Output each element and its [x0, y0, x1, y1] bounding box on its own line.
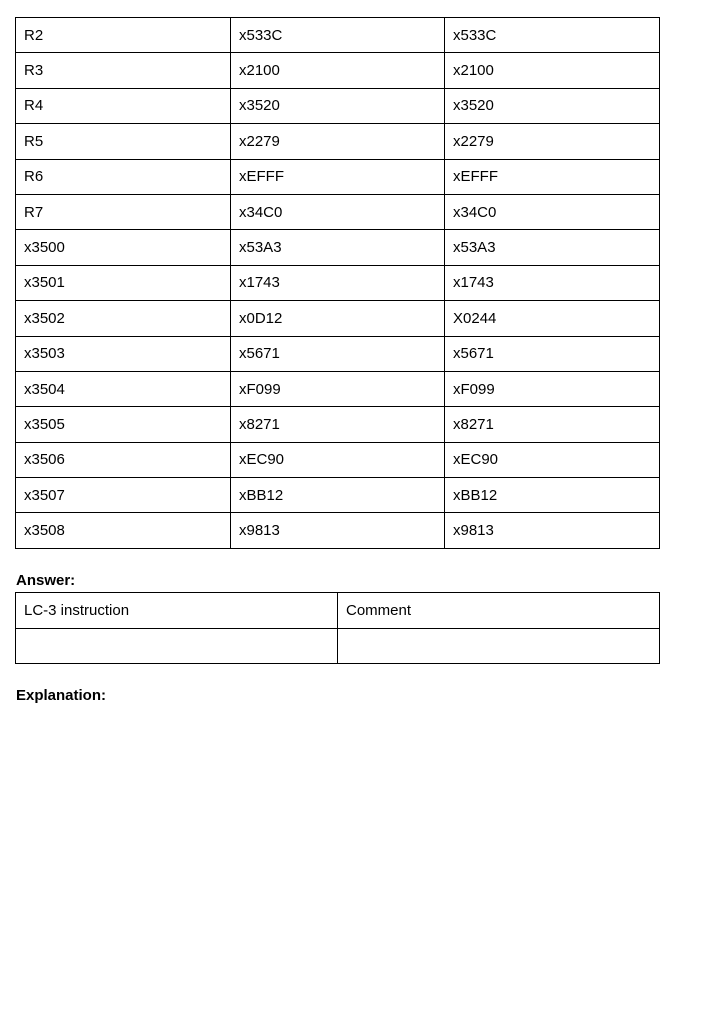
value-after-cell: X0244 — [445, 301, 660, 336]
value-before-cell: xBB12 — [231, 478, 445, 513]
table-row — [16, 230, 660, 265]
location-cell: x3506 — [16, 442, 231, 477]
value-after-cell: xBB12 — [445, 478, 660, 513]
table-row — [16, 371, 660, 406]
value-before-cell: xEFFF — [231, 159, 445, 194]
value-after-cell: x34C0 — [445, 194, 660, 229]
explanation-heading: Explanation: — [16, 687, 107, 704]
location-cell: R3 — [16, 53, 231, 88]
value-before-cell: xF099 — [231, 371, 445, 406]
table-row — [16, 407, 660, 442]
answer-input-row — [16, 628, 660, 664]
location-cell: R2 — [16, 18, 231, 53]
comment-header: Comment — [338, 593, 660, 629]
location-cell: x3503 — [16, 336, 231, 371]
value-after-cell: xEC90 — [445, 442, 660, 477]
lc3-instruction-answer-cell[interactable] — [16, 628, 338, 664]
location-cell: R5 — [16, 124, 231, 159]
value-after-cell: x5671 — [445, 336, 660, 371]
comment-answer-cell[interactable] — [338, 628, 660, 664]
location-cell: R6 — [16, 159, 231, 194]
location-cell: R4 — [16, 88, 231, 123]
value-before-cell: x53A3 — [231, 230, 445, 265]
register-memory-table — [15, 17, 660, 549]
table-row — [16, 53, 660, 88]
location-cell: x3507 — [16, 478, 231, 513]
value-before-cell: x9813 — [231, 513, 445, 548]
location-cell: x3508 — [16, 513, 231, 548]
table-row — [16, 442, 660, 477]
value-before-cell: xEC90 — [231, 442, 445, 477]
answer-header-row — [16, 593, 660, 629]
register-memory-table-body — [16, 18, 660, 549]
value-after-cell: x53A3 — [445, 230, 660, 265]
table-row — [16, 88, 660, 123]
table-row — [16, 478, 660, 513]
location-cell: x3505 — [16, 407, 231, 442]
value-after-cell: x9813 — [445, 513, 660, 548]
value-before-cell: x8271 — [231, 407, 445, 442]
value-before-cell: x5671 — [231, 336, 445, 371]
value-before-cell: x2279 — [231, 124, 445, 159]
value-after-cell: xEFFF — [445, 159, 660, 194]
answer-table — [15, 592, 660, 664]
location-cell: x3501 — [16, 265, 231, 300]
value-after-cell: xF099 — [445, 371, 660, 406]
value-before-cell: x533C — [231, 18, 445, 53]
table-row — [16, 513, 660, 548]
value-before-cell: x0D12 — [231, 301, 445, 336]
table-row — [16, 18, 660, 53]
value-after-cell: x1743 — [445, 265, 660, 300]
location-cell: R7 — [16, 194, 231, 229]
table-row — [16, 159, 660, 194]
value-after-cell: x8271 — [445, 407, 660, 442]
value-before-cell: x1743 — [231, 265, 445, 300]
value-after-cell: x2100 — [445, 53, 660, 88]
lc3-instruction-header: LC-3 instruction — [16, 593, 338, 629]
value-before-cell: x3520 — [231, 88, 445, 123]
table-row — [16, 336, 660, 371]
location-cell: x3502 — [16, 301, 231, 336]
value-before-cell: x2100 — [231, 53, 445, 88]
table-row — [16, 301, 660, 336]
table-row — [16, 124, 660, 159]
table-row — [16, 265, 660, 300]
value-before-cell: x34C0 — [231, 194, 445, 229]
location-cell: x3500 — [16, 230, 231, 265]
table-row — [16, 194, 660, 229]
value-after-cell: x533C — [445, 18, 660, 53]
answer-heading: Answer: — [16, 572, 76, 589]
value-after-cell: x2279 — [445, 124, 660, 159]
location-cell: x3504 — [16, 371, 231, 406]
value-after-cell: x3520 — [445, 88, 660, 123]
